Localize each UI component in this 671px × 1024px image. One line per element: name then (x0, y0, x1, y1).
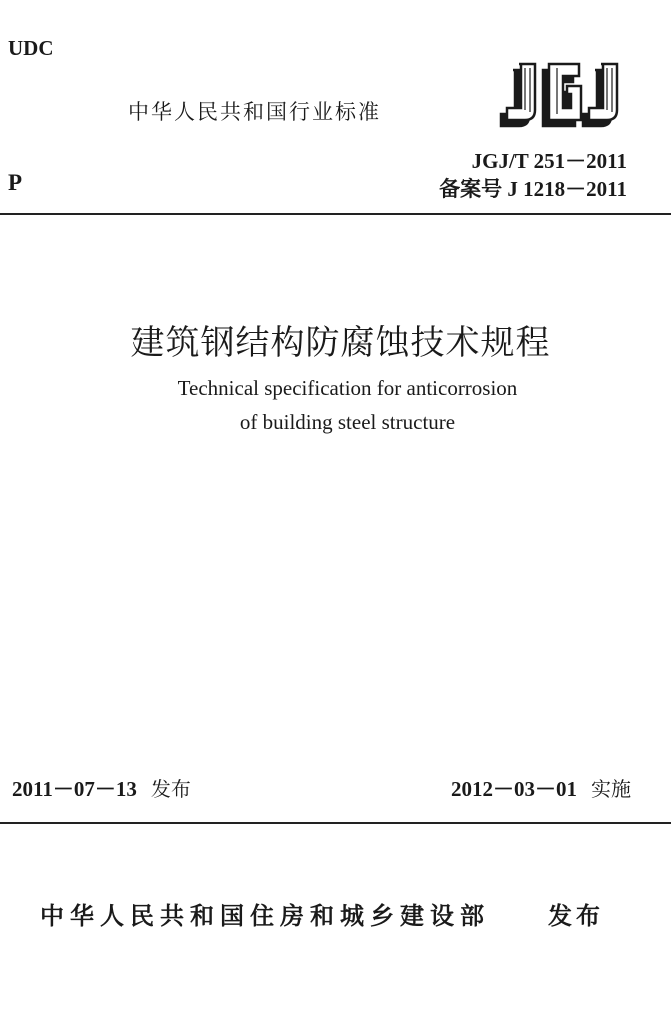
effective-label: 实施 (591, 777, 631, 801)
title-english-line-2: of building steel structure (239, 410, 456, 434)
record-number: 备案号 J 1218－2011 (439, 177, 627, 201)
publisher-action: 发布 (548, 902, 604, 930)
issue-label: 发布 (150, 777, 191, 801)
classification-letter: P (8, 170, 23, 195)
standard-code: JGJ/T 251－2011 (471, 149, 627, 173)
issue-date-block (12, 773, 191, 803)
publisher-name: 中华人民共和国住房和城乡建设部 (40, 902, 490, 930)
udc-label: UDC (8, 36, 54, 60)
top-divider (0, 213, 671, 215)
title-chinese: 建筑钢结构防腐蚀技术规程 (130, 323, 551, 363)
jgj-logo-icon (497, 58, 627, 130)
bottom-divider (0, 822, 671, 824)
title-english-line-1: Technical specification for anticorrosion (177, 376, 518, 400)
standard-category: 中华人民共和国行业标准 (128, 100, 381, 124)
issue-date: 2011－07－13 (12, 777, 137, 801)
effective-date-block (451, 773, 631, 803)
effective-date: 2012－03－01 (451, 777, 577, 801)
